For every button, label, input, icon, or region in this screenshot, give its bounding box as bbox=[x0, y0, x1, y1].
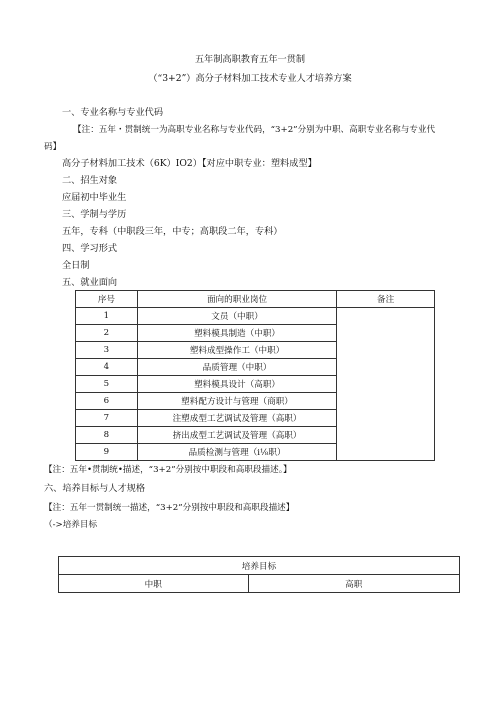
goal-title-row bbox=[59, 557, 460, 575]
row-position: 挤出成型工艺调试及管理（高职） bbox=[137, 427, 336, 444]
header-remark: 备注 bbox=[337, 291, 435, 308]
table-row bbox=[76, 308, 435, 325]
row-index: 3 bbox=[76, 342, 138, 359]
row-position: 塑料模具设计（高职） bbox=[137, 376, 336, 393]
row-position: 塑料模具制造（中职） bbox=[137, 325, 336, 342]
section-2-body: 应届初中毕业生 bbox=[62, 192, 127, 203]
employment-table bbox=[75, 290, 435, 461]
section-6-subheading: （->培养目标 bbox=[44, 520, 98, 530]
goal-title: 培养目标 bbox=[59, 557, 460, 575]
section-2-heading: 二、招生对象 bbox=[62, 175, 118, 186]
section-1-body: 高分子材料加工技术（6K）IO2）【对应中职专业：塑料成型】 bbox=[62, 158, 317, 169]
table-header-row bbox=[76, 291, 435, 308]
row-index: 6 bbox=[76, 393, 138, 410]
section-4-body: 全日制 bbox=[62, 260, 90, 271]
row-position: 品质检测与管理（i⅛职） bbox=[137, 444, 336, 461]
header-index: 序号 bbox=[76, 291, 138, 308]
row-index: 7 bbox=[76, 410, 138, 427]
section-6-heading: 六、培养目标与人才规格 bbox=[44, 483, 146, 494]
row-position: 塑料配方设计与管理（商职） bbox=[137, 393, 336, 410]
row-index: 9 bbox=[76, 444, 138, 461]
row-position: 文员（中职） bbox=[137, 308, 336, 325]
row-position: 注塑成型工艺调试及管理（高职） bbox=[137, 410, 336, 427]
doc-title-line2: （“3+2”）高分子材料加工技术专业人才培养方案 bbox=[148, 73, 352, 84]
training-goal-table bbox=[58, 556, 460, 593]
row-index: 8 bbox=[76, 427, 138, 444]
row-position: 品质管理（中职） bbox=[137, 359, 336, 376]
goal-header-row bbox=[59, 575, 460, 593]
section-1-heading: 一、专业名称与专业代码 bbox=[62, 107, 164, 118]
header-position: 面向的职业岗位 bbox=[137, 291, 336, 308]
section-1-note-line1: 【注：五年・贯制统一为高职专业名称与专业代码，“3+2”分别为中职、高职专业名称与专业代 bbox=[73, 125, 436, 135]
section-4-heading: 四、学习形式 bbox=[62, 243, 118, 254]
row-index: 4 bbox=[76, 359, 138, 376]
row-position: 塑料成型操作工（中职） bbox=[137, 342, 336, 359]
section-6-note: 【注：五年一贯制统一描述，“3+2”分别按中职段和高职段描述】 bbox=[44, 503, 295, 513]
section-5-heading: 五、就业面向 bbox=[62, 277, 118, 288]
row-index: 2 bbox=[76, 325, 138, 342]
goal-col-higher: 高职 bbox=[248, 575, 459, 593]
section-3-heading: 三、学制与学历 bbox=[62, 209, 127, 220]
doc-title-line1: 五年制高职教育五年一贯制 bbox=[194, 54, 306, 65]
section-5-note: 【注：五年•贯制统•描述，“3+2”分别按中职段和高职段描述。】 bbox=[44, 465, 292, 475]
section-3-body: 五年，专科（中职段三年，中专；高职段二年，专科） bbox=[62, 226, 283, 237]
row-index: 1 bbox=[76, 308, 138, 325]
section-1-note-line2: 码】 bbox=[44, 142, 62, 152]
remark-cell bbox=[337, 308, 435, 461]
goal-col-secondary: 中职 bbox=[59, 575, 249, 593]
row-index: 5 bbox=[76, 376, 138, 393]
